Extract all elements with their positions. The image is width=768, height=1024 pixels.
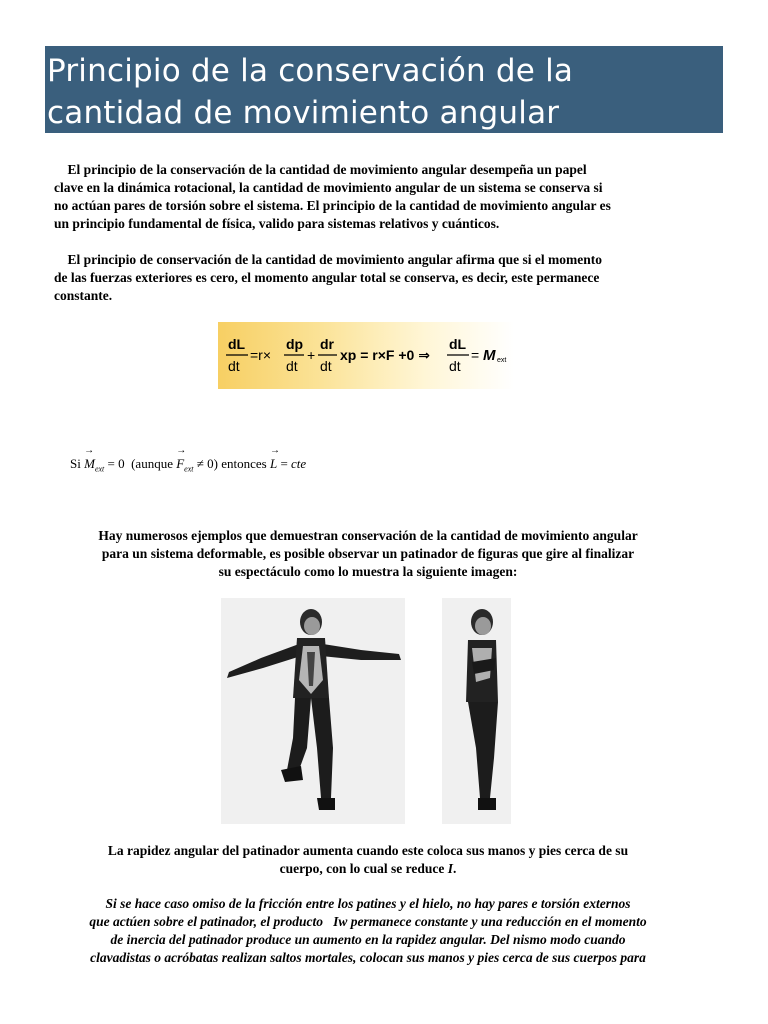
cond-m-sub: ext (94, 464, 105, 474)
text-line: clavadistas o acróbatas realizan saltos mortales, colocan sus manos y pies cerca de sus cuerpos para (90, 950, 646, 965)
text-line: Si se hace caso omiso de la fricción entre los patines y el hielo, no hay pares e torsión externos (105, 896, 631, 911)
image-caption (40, 842, 696, 878)
formula-dt: dt (228, 358, 240, 374)
text-line: El principio de la conservación de la cantidad de movimiento angular desempeña un papel (54, 162, 587, 177)
text-line: clave en la dinámica rotacional, la cantidad de movimiento angular de un sistema se conserva si (54, 180, 603, 195)
text-line: El principio de conservación de la cantidad de movimiento angular afirma que si el momento (54, 252, 602, 267)
text-line: un principio fundamental de física, valido para sistemas relativos y cuánticos. (54, 216, 500, 231)
formula-box (218, 322, 514, 389)
text-line: su espectáculo como lo muestra la siguiente imagen: (218, 564, 518, 579)
formula-dt: dt (320, 358, 332, 374)
formula-eq2: = (471, 347, 480, 363)
formula-eq1: =r× (250, 347, 272, 363)
paragraph-intro (54, 161, 682, 233)
text-line: La rapidez angular del patinador aumenta cuando este coloca sus manos y pies cerca de su (107, 843, 629, 858)
cond-eq0: = 0 (aunque (104, 456, 177, 471)
paragraph-examples (40, 527, 696, 581)
caption-I: I (447, 861, 453, 876)
formula-dL: dL (228, 336, 246, 352)
angular-momentum-formula (218, 322, 514, 389)
page-title-banner (45, 46, 723, 133)
text-line: constante. (54, 288, 113, 303)
cond-eq: = (277, 456, 292, 471)
text-line: para un sistema deformable, es posible observar un patinador de figuras que gire al finalizar (101, 546, 635, 561)
condition-statement (70, 445, 307, 474)
page-title-line-2: cantidad de movimiento angular (47, 95, 560, 131)
cond-si: Si (70, 456, 81, 471)
cond-M: → M (84, 445, 95, 471)
formula-sub: ext (497, 357, 507, 364)
formula-xp-chain: xp = r×F +0 ⇒ (340, 347, 430, 363)
paragraph-friction (30, 895, 706, 967)
cond-f-sub: ext (184, 464, 194, 474)
cond-L: → L (269, 445, 280, 471)
text-line: no actúan pares de torsión sobre el sistema. El principio de la cantidad de movimiento angular es (54, 198, 611, 213)
cond-neq0: ≠ 0) entonces (193, 456, 270, 471)
formula-plus: + (307, 347, 316, 363)
text-line: de las fuerzas exteriores es cero, el momento angular total se conserva, es decir, este permanece (54, 270, 600, 285)
text-line: Hay numerosos ejemplos que demuestran conservación de la cantidad de movimiento angular (98, 528, 638, 543)
text-line: de inercia del patinador produce un aumento en la rapidez angular. Del nismo modo cuando (110, 932, 626, 947)
cond-cte: cte (291, 456, 307, 471)
skater-arms-tucked-image (442, 598, 511, 824)
skater-arms-extended-image (221, 598, 405, 824)
formula-dt: dt (286, 358, 298, 374)
formula-dp: dp (286, 336, 304, 352)
text-line: cuerpo, con lo cual se reduce I. (279, 861, 457, 876)
formula-M: M (483, 347, 496, 364)
paragraph-principle (54, 251, 682, 305)
page-title-line-1: Principio de la conservación de la (47, 53, 574, 89)
formula-dL: dL (449, 336, 467, 352)
formula-dr: dr (320, 336, 334, 352)
text-line: que actúen sobre el patinador, el producto Iw permanece constante y una reducción en el momento (89, 914, 647, 929)
cond-F: → F (176, 445, 187, 471)
formula-dt: dt (449, 358, 461, 374)
